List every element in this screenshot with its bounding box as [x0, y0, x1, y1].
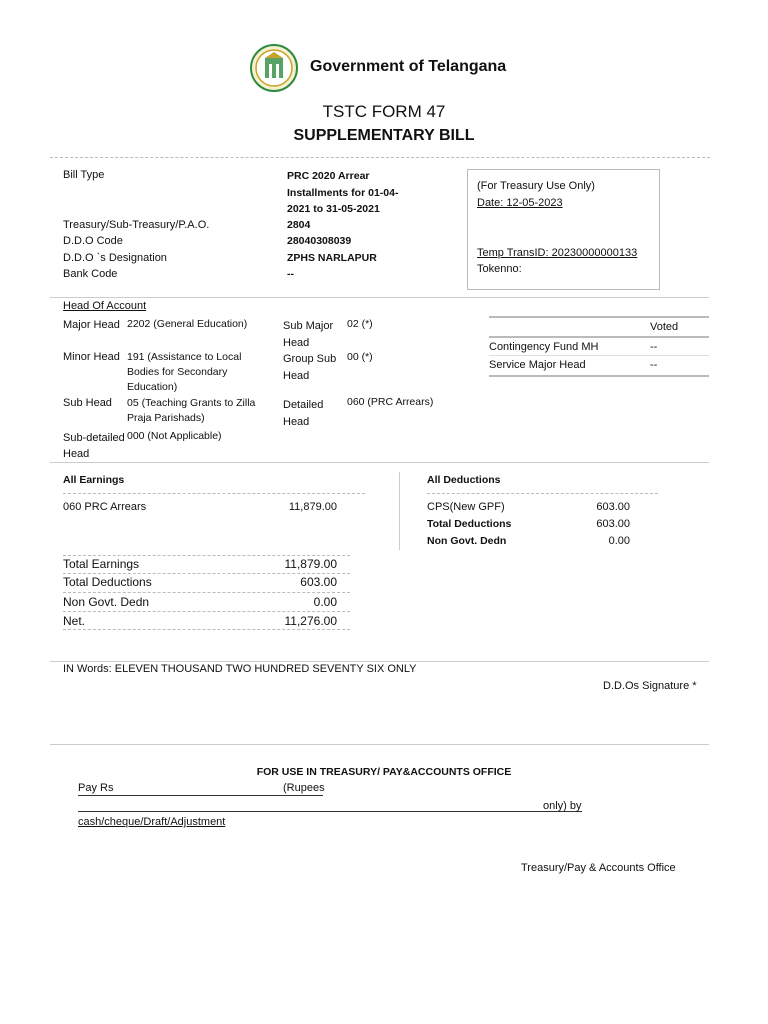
totals-divider	[63, 573, 350, 574]
group-sub-head-label: Group Sub Head	[283, 353, 337, 382]
minor-head-label: Minor Head	[63, 351, 120, 363]
pay-rs-line	[78, 795, 323, 796]
bill-type-label: Bill Type	[63, 169, 105, 181]
divider	[50, 744, 709, 745]
sub-head-value: 05 (Teaching Grants to Zilla Praja Parishads)	[127, 397, 256, 424]
payment-mode: cash/cheque/Draft/Adjustment	[78, 816, 226, 828]
major-head-label: Major Head	[63, 319, 120, 331]
fund-row-value: --	[650, 341, 658, 353]
pay-rs-label: Pay Rs	[78, 782, 114, 794]
emblem-icon	[250, 44, 298, 92]
divider	[50, 462, 709, 463]
sub-head-label: Sub Head	[63, 397, 112, 409]
head-of-account-title: Head Of Account	[63, 300, 147, 312]
rupees-label: (Rupees	[283, 782, 325, 794]
sub-major-head-value: 02 (*)	[347, 318, 373, 330]
group-sub-head-value: 00 (*)	[347, 351, 373, 363]
deduction-item-label: CPS(New GPF)	[427, 501, 505, 513]
ddo-signature: D.D.Os Signature *	[603, 680, 697, 692]
bill-title: SUPPLEMENTARY BILL	[293, 127, 475, 144]
totals-row-label: Net.	[63, 614, 86, 628]
all-deductions-title: All Deductions	[427, 474, 501, 486]
detailed-head-value: 060 (PRC Arrears)	[347, 396, 434, 408]
ddo-desig-value: ZPHS NARLAPUR	[287, 252, 377, 264]
deduction-item-value: 603.00	[596, 518, 630, 530]
ddo-desig-label: D.D.O `s Designation	[63, 252, 167, 264]
divider	[50, 297, 709, 298]
rupees-line	[78, 811, 582, 812]
all-earnings-title: All Earnings	[63, 474, 125, 486]
amount-in-words: IN Words: ELEVEN THOUSAND TWO HUNDRED SEVENTY SIX ONLY	[63, 663, 417, 675]
deductions-divider	[427, 493, 658, 494]
totals-row-value: 603.00	[300, 575, 337, 589]
earning-item-value: 11,879.00	[288, 501, 337, 513]
major-head-value: 2202 (General Education)	[127, 318, 248, 330]
voted-header: Voted	[650, 321, 679, 333]
earnings-divider	[63, 493, 365, 494]
totals-divider	[63, 611, 350, 612]
totals-row-value: 11,276.00	[284, 614, 337, 628]
detailed-head-label: Detailed Head	[283, 399, 324, 428]
form-title: TSTC FORM 47	[322, 102, 446, 121]
totals-row-label: Total Deductions	[63, 575, 152, 589]
totals-row-label: Total Earnings	[63, 557, 140, 571]
treasury-date: Date: 12-05-2023	[477, 197, 563, 209]
only-by-label: only) by	[543, 800, 582, 812]
bank-code-label: Bank Code	[63, 268, 118, 280]
bank-code-value: --	[287, 268, 294, 280]
fund-table-bottom-border	[489, 375, 709, 377]
fund-row-divider	[489, 355, 709, 356]
deduction-item-label: Total Deductions	[427, 518, 512, 530]
totals-divider	[63, 629, 350, 630]
deduction-item-value: 0.00	[608, 535, 630, 547]
fund-table-header-border	[489, 336, 709, 338]
deductions-vertical-divider	[399, 472, 400, 550]
state-emblem	[250, 44, 298, 92]
fund-row-label: Service Major Head	[489, 359, 586, 371]
fund-row-label: Contingency Fund MH	[489, 341, 599, 353]
totals-row-value: 11,879.00	[284, 557, 337, 571]
tokenno: Tokenno:	[477, 263, 522, 275]
totals-row-value: 0.00	[313, 595, 337, 609]
sub-major-head-label: Sub Major Head	[283, 320, 334, 349]
deduction-item-label: Non Govt. Dedn	[427, 535, 507, 547]
treasury-office-signature: Treasury/Pay & Accounts Office	[521, 862, 676, 874]
treasury-use-title: FOR USE IN TREASURY/ PAY&ACCOUNTS OFFICE	[256, 766, 512, 778]
treasury-use-only: (For Treasury Use Only)	[477, 180, 595, 192]
fund-row-value: --	[650, 359, 658, 371]
deduction-item-value: 603.00	[596, 501, 630, 513]
temp-trans-id: Temp TransID: 20230000000133	[477, 247, 638, 259]
ddo-code-label: D.D.O Code	[63, 235, 123, 247]
sub-detailed-head-value: 000 (Not Applicable)	[127, 430, 222, 442]
treasury-value: 2804	[287, 219, 311, 231]
divider	[50, 661, 709, 662]
gov-title: Government of Telangana	[310, 58, 507, 75]
divider	[50, 157, 710, 158]
fund-table-top-border	[489, 316, 709, 318]
ddo-code-value: 28040308039	[287, 235, 352, 247]
minor-head-value: 191 (Assistance to Local Bodies for Secondary Education)	[127, 351, 242, 393]
bill-type-value: PRC 2020 Arrear Installments for 01-04- 2021 to 31-05-2021	[287, 170, 399, 215]
totals-divider	[63, 555, 350, 556]
totals-divider	[63, 592, 350, 593]
treasury-label: Treasury/Sub-Treasury/P.A.O.	[63, 219, 210, 231]
earning-item-label: 060 PRC Arrears	[63, 501, 147, 513]
sub-detailed-head-label: Sub-detailed Head	[63, 432, 125, 460]
totals-row-label: Non Govt. Dedn	[63, 595, 150, 609]
